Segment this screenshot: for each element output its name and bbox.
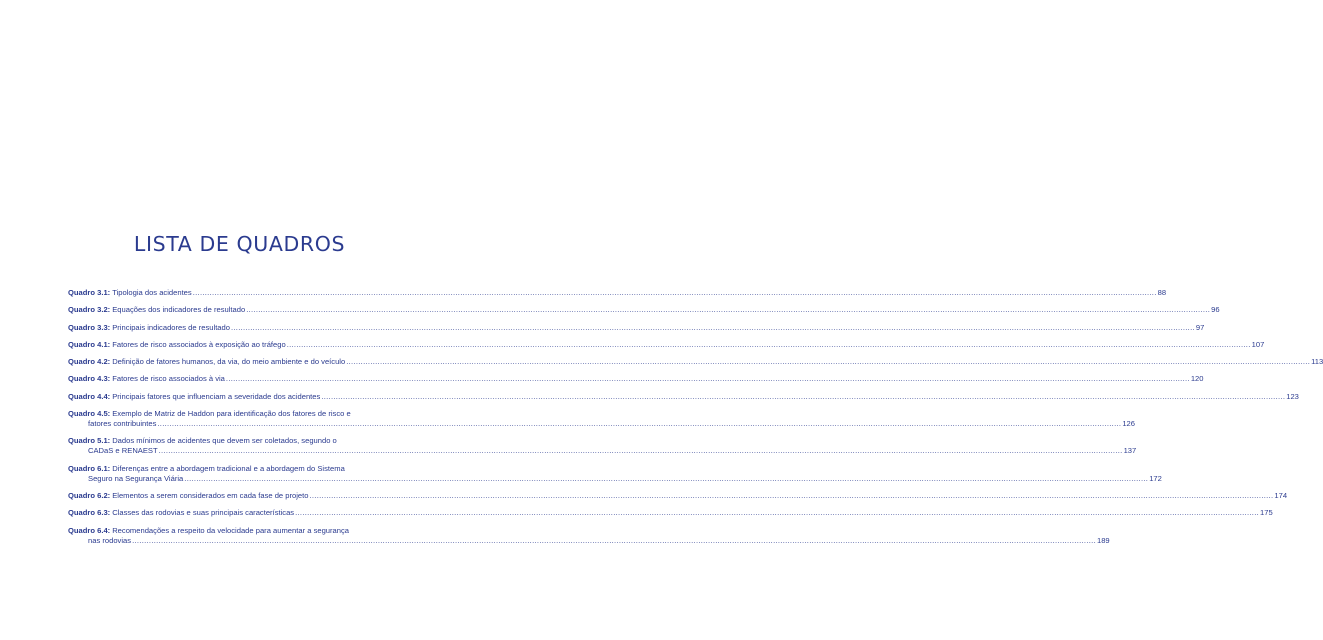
dot-leader: ................................................................................................................................................................................................................................................................................................................................................................................................................ [246, 305, 1211, 315]
toc-entry[interactable] [68, 374, 1204, 384]
toc-entry-title: Classes das rodovias e suas principais características [112, 508, 295, 518]
toc-page-number: 189 [1096, 535, 1110, 545]
toc-page-number: 96 [1211, 305, 1220, 315]
toc-entry-label: Quadro 6.3: [68, 508, 111, 518]
toc-entry-title: Recomendações a respeito da velocidade para aumentar a segurança [112, 525, 350, 535]
toc-entry-label: Quadro 3.2: [68, 305, 111, 315]
toc-entry-title: Principais indicadores de resultado [112, 322, 230, 332]
toc-entry-line [68, 357, 1323, 367]
toc-entry-title: Tipologia dos acidentes [112, 288, 192, 297]
dot-leader: ................................................................................................................................................................................................................................................................................................................................................................................................................ [295, 508, 1260, 518]
toc-entry-line [68, 490, 1288, 501]
toc-page-number: 175 [1260, 508, 1273, 518]
dot-leader: ................................................................................................................................................................................................................................................................................................................................................................................................................ [321, 391, 1286, 401]
dot-leader: ................................................................................................................................................................................................................................................................................................................................................................................................................ [286, 339, 1251, 349]
toc-entry-title: Fatores de risco associados à via [112, 374, 225, 384]
toc-page-number: 88 [1157, 288, 1167, 297]
toc-entry-label: Quadro 5.1: [68, 436, 111, 446]
toc-entry-line [68, 473, 1162, 484]
dot-leader: ................................................................................................................................................................................................................................................................................................................................................................................................................ [346, 357, 1311, 367]
toc-entry-line [68, 322, 1205, 333]
toc-entry-label: Quadro 4.4: [68, 391, 111, 401]
toc-entry[interactable] [68, 463, 1162, 484]
toc-entry[interactable] [68, 357, 1323, 367]
toc-page-number: 123 [1286, 391, 1299, 401]
toc-entry-title: Seguro na Segurança Viária [88, 473, 184, 483]
toc-entry[interactable] [68, 339, 1265, 350]
toc-entry-title: Definição de fatores humanos, da via, do meio ambiente e do veículo [112, 357, 346, 367]
toc-page-number: 97 [1195, 322, 1205, 332]
toc-page-number: 126 [1122, 419, 1135, 429]
toc-entry-title: nas rodovias [88, 535, 132, 545]
toc-page-number: 113 [1311, 357, 1323, 367]
dot-leader: ................................................................................................................................................................................................................................................................................................................................................................................................................ [184, 473, 1149, 483]
toc-entry-line [68, 409, 410, 419]
toc-entry-title: Diferenças entre a abordagem tradicional e a abordagem do Sistema [112, 463, 345, 473]
dot-leader: ................................................................................................................................................................................................................................................................................................................................................................................................................ [192, 288, 1157, 297]
dot-leader: ................................................................................................................................................................................................................................................................................................................................................................................................................ [158, 446, 1123, 456]
toc-entry-line [68, 446, 1137, 456]
toc-entry[interactable] [68, 391, 1299, 402]
toc-entry-title: CADaS e RENAEST [88, 446, 158, 456]
toc-entry-title: fatores contribuintes [88, 419, 157, 429]
dot-leader: ................................................................................................................................................................................................................................................................................................................................................................................................................ [225, 374, 1190, 384]
toc-entry-line [68, 535, 1110, 546]
toc-page-number: 120 [1190, 374, 1204, 384]
toc-entry[interactable] [68, 288, 1167, 298]
toc-entry-title: Fatores de risco associados à exposição ao tráfego [112, 339, 286, 349]
toc-page-number: 174 [1274, 490, 1288, 500]
toc-entry-label: Quadro 4.3: [68, 374, 111, 384]
toc-entry-line [68, 305, 1220, 315]
toc-entry-label: Quadro 4.2: [68, 357, 111, 367]
page-title: LISTA DE QUADROS [133, 231, 346, 256]
toc-page-number: 137 [1123, 446, 1137, 456]
toc-page-number: 107 [1251, 339, 1265, 349]
toc-entry-title: Principais fatores que influenciam a severidade dos acidentes [112, 391, 321, 401]
toc-entry-line [68, 339, 1265, 350]
toc-entry-label: Quadro 4.1: [68, 339, 111, 349]
dot-leader: ................................................................................................................................................................................................................................................................................................................................................................................................................ [132, 535, 1096, 545]
dot-leader: ................................................................................................................................................................................................................................................................................................................................................................................................................ [157, 419, 1122, 429]
toc-entry[interactable] [68, 409, 1135, 429]
toc-entry-line [68, 419, 1135, 429]
toc-entry[interactable] [68, 305, 1220, 315]
toc-entry-line [68, 464, 410, 474]
toc-entry-title: Dados mínimos de acidentes que devem ser coletados, segundo o [112, 436, 337, 446]
toc-entry-line [68, 436, 410, 446]
toc-entry-line [68, 374, 1204, 384]
toc-entry-line [68, 391, 1299, 402]
dot-leader: ................................................................................................................................................................................................................................................................................................................................................................................................................ [309, 490, 1274, 500]
table-of-contents [68, 288, 1323, 553]
toc-entry-title: Exemplo de Matriz de Haddon para identificação dos fatores de risco e [112, 409, 351, 419]
toc-entry-label: Quadro 4.5: [68, 409, 111, 419]
toc-entry-label: Quadro 6.2: [68, 490, 111, 500]
toc-entry-label: Quadro 6.1: [68, 463, 111, 473]
toc-entry-line [68, 526, 410, 536]
toc-entry[interactable] [68, 508, 1273, 518]
toc-entry-line [68, 288, 1167, 298]
toc-entry[interactable] [68, 322, 1205, 333]
toc-entry-label: Quadro 6.4: [68, 525, 111, 535]
toc-entry-title: Equações dos indicadores de resultado [112, 305, 246, 315]
dot-leader: ................................................................................................................................................................................................................................................................................................................................................................................................................ [230, 322, 1195, 332]
toc-entry[interactable] [68, 490, 1288, 501]
toc-entry[interactable] [68, 525, 1110, 546]
toc-entry-label: Quadro 3.1: [68, 288, 111, 297]
toc-entry-label: Quadro 3.3: [68, 322, 111, 332]
toc-page-number: 172 [1149, 473, 1162, 483]
toc-entry-line [68, 508, 1273, 518]
toc-entry[interactable] [68, 436, 1137, 456]
toc-entry-title: Elementos a serem considerados em cada fase de projeto [112, 490, 309, 500]
